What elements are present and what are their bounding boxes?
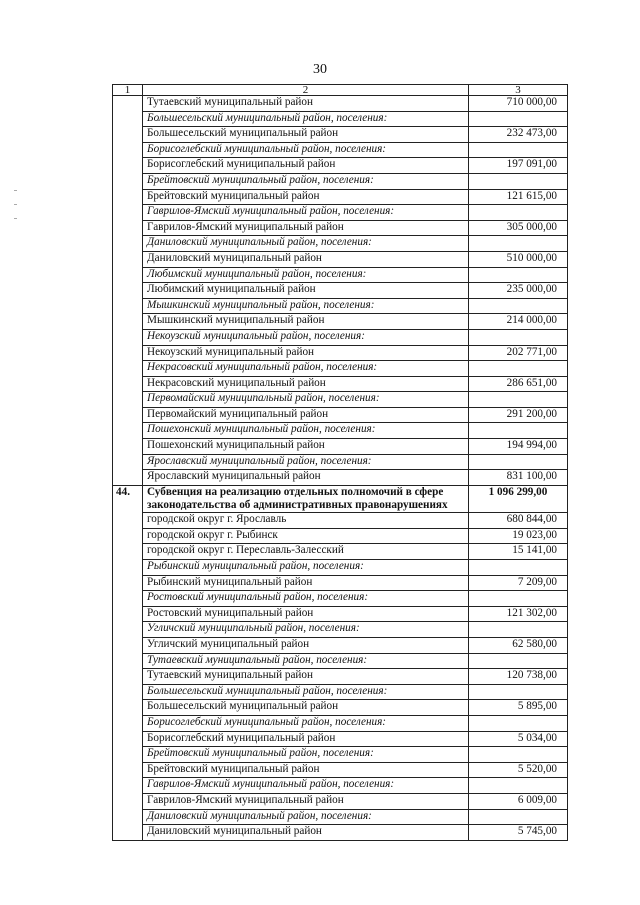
row-number (113, 236, 143, 252)
row-name: Некоузский муниципальный район, поселения: (143, 329, 469, 345)
row-value: 1 096 299,00 (469, 485, 568, 512)
row-name: Тутаевский муниципальный район, поселения: (143, 653, 469, 669)
table-row (113, 528, 568, 544)
row-name: Гаврилов-Ямский муниципальный район (143, 793, 469, 809)
row-name: Угличский муниципальный район (143, 638, 469, 654)
row-value (469, 361, 568, 377)
row-name: Большесельский муниципальный район (143, 700, 469, 716)
row-name: Угличский муниципальный район, поселения: (143, 622, 469, 638)
row-value: 510 000,00 (469, 251, 568, 267)
row-name: Большесельский муниципальный район (143, 127, 469, 143)
row-value (469, 684, 568, 700)
row-value: 6 009,00 (469, 793, 568, 809)
row-name: городской округ г. Рыбинск (143, 528, 469, 544)
row-name: Рыбинский муниципальный район, поселения: (143, 560, 469, 576)
table-row (113, 793, 568, 809)
page-number: 30 (313, 62, 327, 77)
row-number (113, 715, 143, 731)
row-value: 232 473,00 (469, 127, 568, 143)
row-number (113, 825, 143, 841)
row-name: городской округ г. Ярославль (143, 513, 469, 529)
table-subheader-row (113, 715, 568, 731)
table-body (113, 85, 568, 841)
row-value: 121 615,00 (469, 189, 568, 205)
row-name: городской округ г. Переславль-Залесский (143, 544, 469, 560)
row-number (113, 267, 143, 283)
row-value: 831 100,00 (469, 470, 568, 486)
row-number (113, 392, 143, 408)
row-value (469, 454, 568, 470)
row-name: Даниловский муниципальный район, поселения: (143, 809, 469, 825)
row-name: Даниловский муниципальный район (143, 825, 469, 841)
row-number (113, 809, 143, 825)
table-row (113, 376, 568, 392)
row-value (469, 329, 568, 345)
row-value (469, 298, 568, 314)
table-row (113, 251, 568, 267)
row-value: 214 000,00 (469, 314, 568, 330)
header-col-1: 1 (113, 85, 143, 96)
table-row (113, 345, 568, 361)
row-number (113, 220, 143, 236)
row-value: 7 209,00 (469, 575, 568, 591)
row-number (113, 329, 143, 345)
row-value: 121 302,00 (469, 606, 568, 622)
row-name: Большесельский муниципальный район, поселения: (143, 111, 469, 127)
row-value: 194 994,00 (469, 439, 568, 455)
row-number (113, 470, 143, 486)
row-number (113, 591, 143, 607)
row-name: Ростовский муниципальный район, поселения: (143, 591, 469, 607)
row-number (113, 376, 143, 392)
row-value: 19 023,00 (469, 528, 568, 544)
row-number (113, 747, 143, 763)
row-number (113, 622, 143, 638)
row-name: Борисоглебский муниципальный район (143, 158, 469, 174)
table-subheader-row (113, 392, 568, 408)
row-name: Первомайский муниципальный район (143, 407, 469, 423)
row-number (113, 606, 143, 622)
row-name: Гаврилов-Ямский муниципальный район, поселения: (143, 778, 469, 794)
row-number (113, 762, 143, 778)
table-row (113, 96, 568, 112)
row-number: 44. (113, 485, 143, 512)
table-subheader-row (113, 236, 568, 252)
row-value: 202 771,00 (469, 345, 568, 361)
row-name: Большесельский муниципальный район, поселения: (143, 684, 469, 700)
row-value: 5 520,00 (469, 762, 568, 778)
row-value (469, 392, 568, 408)
table-row (113, 825, 568, 841)
row-name: Ярославский муниципальный район (143, 470, 469, 486)
table-row (113, 731, 568, 747)
row-number (113, 345, 143, 361)
row-number (113, 513, 143, 529)
row-value (469, 267, 568, 283)
row-number (113, 528, 143, 544)
table-row (113, 158, 568, 174)
table-subheader-row (113, 747, 568, 763)
table-row (113, 407, 568, 423)
row-name: Пошехонский муниципальный район (143, 439, 469, 455)
table-header-row (113, 85, 568, 96)
row-value: 235 000,00 (469, 283, 568, 299)
row-number (113, 314, 143, 330)
table-row (113, 544, 568, 560)
row-value (469, 205, 568, 221)
table-row (113, 606, 568, 622)
row-value (469, 423, 568, 439)
row-name: Гаврилов-Ямский муниципальный район, поселения: (143, 205, 469, 221)
row-number (113, 669, 143, 685)
table-subheader-row (113, 778, 568, 794)
row-value (469, 111, 568, 127)
row-number (113, 158, 143, 174)
table-row (113, 189, 568, 205)
table-subheader-row (113, 329, 568, 345)
row-name: Тутаевский муниципальный район (143, 96, 469, 112)
table-row (113, 314, 568, 330)
row-number (113, 700, 143, 716)
row-value: 197 091,00 (469, 158, 568, 174)
row-value: 680 844,00 (469, 513, 568, 529)
row-number (113, 439, 143, 455)
table-row (113, 127, 568, 143)
table-row (113, 220, 568, 236)
table-subheader-row (113, 809, 568, 825)
row-number (113, 361, 143, 377)
row-value: 120 738,00 (469, 669, 568, 685)
row-value (469, 142, 568, 158)
row-value: 286 651,00 (469, 376, 568, 392)
row-value: 5 745,00 (469, 825, 568, 841)
row-number (113, 731, 143, 747)
row-value (469, 622, 568, 638)
row-name: Мышкинский муниципальный район, поселения: (143, 298, 469, 314)
row-number (113, 96, 143, 112)
row-number (113, 251, 143, 267)
row-name: Любимский муниципальный район, поселения: (143, 267, 469, 283)
table-subheader-row (113, 298, 568, 314)
row-number (113, 544, 143, 560)
row-name: Даниловский муниципальный район, поселения: (143, 236, 469, 252)
table-row (113, 283, 568, 299)
scan-mark (14, 204, 17, 205)
row-value: 710 000,00 (469, 96, 568, 112)
header-col-2: 2 (143, 85, 469, 96)
row-name: Гаврилов-Ямский муниципальный район (143, 220, 469, 236)
row-value: 62 580,00 (469, 638, 568, 654)
row-name: Субвенция на реализацию отдельных полномочий в сфере законодательства об административных правонарушениях (143, 485, 469, 512)
row-number (113, 793, 143, 809)
row-value (469, 809, 568, 825)
row-name: Пошехонский муниципальный район, поселения: (143, 423, 469, 439)
row-value (469, 653, 568, 669)
row-name: Борисоглебский муниципальный район, поселения: (143, 715, 469, 731)
row-number (113, 283, 143, 299)
table-row (113, 700, 568, 716)
row-name: Ростовский муниципальный район (143, 606, 469, 622)
table-row (113, 470, 568, 486)
row-value (469, 173, 568, 189)
row-name: Некрасовский муниципальный район (143, 376, 469, 392)
row-name: Борисоглебский муниципальный район, поселения: (143, 142, 469, 158)
table-subheader-row (113, 205, 568, 221)
row-name: Первомайский муниципальный район, поселения: (143, 392, 469, 408)
budget-table (112, 84, 568, 841)
row-number (113, 298, 143, 314)
row-number (113, 684, 143, 700)
row-number (113, 454, 143, 470)
row-value: 5 034,00 (469, 731, 568, 747)
row-name: Ярославский муниципальный район, поселения: (143, 454, 469, 470)
table-section-row (113, 485, 568, 512)
row-name: Брейтовский муниципальный район (143, 189, 469, 205)
table-subheader-row (113, 560, 568, 576)
row-name: Некоузский муниципальный район (143, 345, 469, 361)
row-name: Некрасовский муниципальный район, поселения: (143, 361, 469, 377)
row-number (113, 653, 143, 669)
row-value: 305 000,00 (469, 220, 568, 236)
table-row (113, 513, 568, 529)
table-subheader-row (113, 423, 568, 439)
table-subheader-row (113, 173, 568, 189)
table-subheader-row (113, 267, 568, 283)
row-value (469, 236, 568, 252)
row-value (469, 715, 568, 731)
row-number (113, 205, 143, 221)
scan-mark (14, 218, 17, 219)
row-name: Брейтовский муниципальный район, поселения: (143, 173, 469, 189)
row-number (113, 575, 143, 591)
row-value (469, 560, 568, 576)
table-subheader-row (113, 111, 568, 127)
row-number (113, 127, 143, 143)
row-number (113, 111, 143, 127)
row-value: 5 895,00 (469, 700, 568, 716)
row-number (113, 638, 143, 654)
row-name: Брейтовский муниципальный район, поселения: (143, 747, 469, 763)
table-row (113, 575, 568, 591)
table-subheader-row (113, 653, 568, 669)
row-value (469, 591, 568, 607)
row-name: Любимский муниципальный район (143, 283, 469, 299)
row-name: Борисоглебский муниципальный район (143, 731, 469, 747)
table-row (113, 762, 568, 778)
row-name: Рыбинский муниципальный район (143, 575, 469, 591)
table-row (113, 439, 568, 455)
row-number (113, 173, 143, 189)
row-number (113, 407, 143, 423)
row-number (113, 142, 143, 158)
row-value: 15 141,00 (469, 544, 568, 560)
row-number (113, 560, 143, 576)
table-row (113, 669, 568, 685)
table-row (113, 638, 568, 654)
row-name: Брейтовский муниципальный район (143, 762, 469, 778)
scan-mark (14, 190, 17, 191)
row-name: Даниловский муниципальный район (143, 251, 469, 267)
table-subheader-row (113, 622, 568, 638)
table-subheader-row (113, 591, 568, 607)
header-col-3: 3 (469, 85, 568, 96)
table-subheader-row (113, 454, 568, 470)
row-value (469, 778, 568, 794)
row-value (469, 747, 568, 763)
table-subheader-row (113, 684, 568, 700)
row-number (113, 189, 143, 205)
row-value: 291 200,00 (469, 407, 568, 423)
row-number (113, 423, 143, 439)
table-subheader-row (113, 142, 568, 158)
row-name: Мышкинский муниципальный район (143, 314, 469, 330)
table-subheader-row (113, 361, 568, 377)
row-name: Тутаевский муниципальный район (143, 669, 469, 685)
row-number (113, 778, 143, 794)
